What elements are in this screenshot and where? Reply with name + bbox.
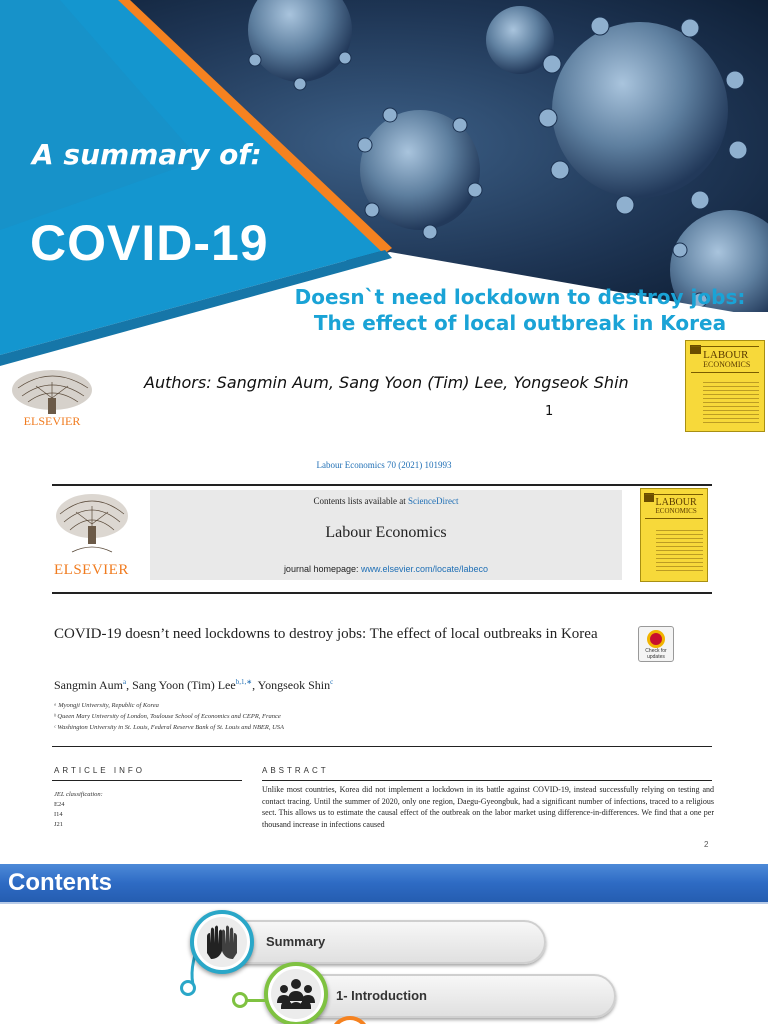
journal-citation[interactable]: Labour Economics 70 (2021) 101993: [316, 460, 452, 470]
journal-cover: [685, 340, 765, 432]
homepage-prefix: journal homepage:: [283, 564, 361, 574]
elsevier-tree-logo: [52, 492, 132, 556]
affiliation-a: ᵃ Myongji University, Republic of Korea: [54, 702, 159, 709]
journal-cover: [640, 488, 708, 582]
journal-title: Labour Economics: [325, 524, 447, 541]
jel-code-2: I14: [54, 811, 63, 818]
cover-title-1: LABOUR: [703, 349, 749, 361]
subtitle-line-1: Doesn`t need lockdown to destroy jobs:: [294, 285, 746, 309]
author-shin: , Yongseok Shin: [252, 678, 331, 692]
author-lee: , Sang Yoon (Tim) Lee: [126, 678, 236, 692]
slide1-subtitle: [290, 284, 750, 336]
group-people-icon: [271, 969, 321, 1019]
author-aum-sup[interactable]: a: [123, 678, 127, 686]
slide1-authors: Authors: Sangmin Aum, Sang Yoon (Tim) Lee, Yongseok Shin: [144, 373, 629, 392]
contents-header: [0, 864, 768, 904]
jel-classification: [54, 790, 103, 830]
header-rule: [52, 592, 712, 594]
paper-title: COVID-19 doesn’t need lockdowns to destroy jobs: The effect of local outbreaks in Korea: [54, 626, 598, 642]
cover-text-lines: [656, 530, 704, 573]
homepage-link[interactable]: www.elsevier.com/locate/labeco: [361, 564, 489, 574]
connector-dot: [180, 980, 196, 996]
check-for-updates-button[interactable]: [638, 626, 674, 662]
abstract-heading: ABSTRACT: [262, 766, 329, 775]
slide-paper-first-page: [0, 436, 768, 856]
contents-available: [150, 496, 622, 506]
summary-icon-circle[interactable]: [190, 910, 254, 974]
slide1-page-number: 1: [545, 404, 554, 419]
elsevier-tree-logo: [8, 368, 96, 428]
slide-contents: [0, 864, 768, 1024]
cover-title-2: ECONOMICS: [655, 507, 697, 516]
contents-prefix: Contents lists available at: [313, 496, 408, 506]
slide2-page-number: 2: [704, 840, 709, 849]
contents-item-introduction[interactable]: [290, 974, 616, 1018]
elsevier-wordmark: ELSEVIER: [54, 562, 129, 578]
affiliation-c: ᶜ Washington University in St. Louis, Federal Reserve Bank of St. Louis and NBER, USA: [54, 724, 285, 731]
abstract-rule: [262, 780, 712, 781]
bookmark-icon: [647, 630, 665, 648]
paper-authors: [54, 678, 333, 693]
cover-title-1: LABOUR: [655, 497, 697, 509]
elsevier-wordmark: ELSEVIER: [23, 414, 81, 428]
contents-item-label: 1- Introduction: [336, 988, 427, 1003]
summary-label: A summary of:: [32, 138, 262, 171]
journal-homepage: [150, 564, 622, 574]
slide1-title: COVID-19: [30, 215, 269, 271]
top-rule: [52, 484, 712, 486]
author-shin-sup[interactable]: c: [330, 678, 334, 686]
contents-title: Contents: [8, 869, 112, 896]
subtitle-line-2: The effect of local outbreak in Korea: [313, 311, 727, 335]
connector-line: [246, 999, 266, 1002]
introduction-icon-circle[interactable]: [264, 962, 328, 1024]
raised-hands-icon: [197, 917, 247, 967]
abstract-text: Unlike most countries, Korea did not implement a lockdown in its battle against COVID-19, instead successfully relying on testing and contact tracing. Until the summer of 2020, only one region, Daegu-Gyeongbuk, had a significant number of infections, traced to a religious sect. This allows us to estimate the causal effect of the outbreak on the labor market using difference-in-differences. We find that a one per thousand increase in infections caused: [262, 785, 714, 829]
cover-title-2: ECONOMICS: [703, 359, 751, 369]
contents-item-summary[interactable]: [214, 920, 546, 964]
jel-code-1: E24: [54, 801, 65, 808]
affiliation-b: ᵇ Queen Mary University of London, Toulouse School of Economics and CEPR, France: [54, 713, 281, 720]
sciencedirect-link[interactable]: ScienceDirect: [408, 496, 459, 506]
jel-code-3: J21: [54, 821, 64, 828]
article-info-rule: [52, 780, 242, 781]
check-updates-line-2: updates: [647, 654, 665, 660]
check-updates-line-1: Check for: [645, 648, 667, 654]
affiliation-rule: [52, 746, 712, 747]
slide-title: [0, 0, 768, 432]
journal-header-box: [150, 490, 622, 580]
jel-label: JEL classification:: [54, 791, 103, 798]
article-info-heading: ARTICLE INFO: [54, 766, 145, 775]
author-aum: Sangmin Aum: [54, 678, 124, 692]
contents-item-label: Summary: [266, 934, 326, 949]
author-lee-sup[interactable]: b,1,∗: [235, 678, 253, 686]
cover-text-lines: [703, 382, 759, 424]
